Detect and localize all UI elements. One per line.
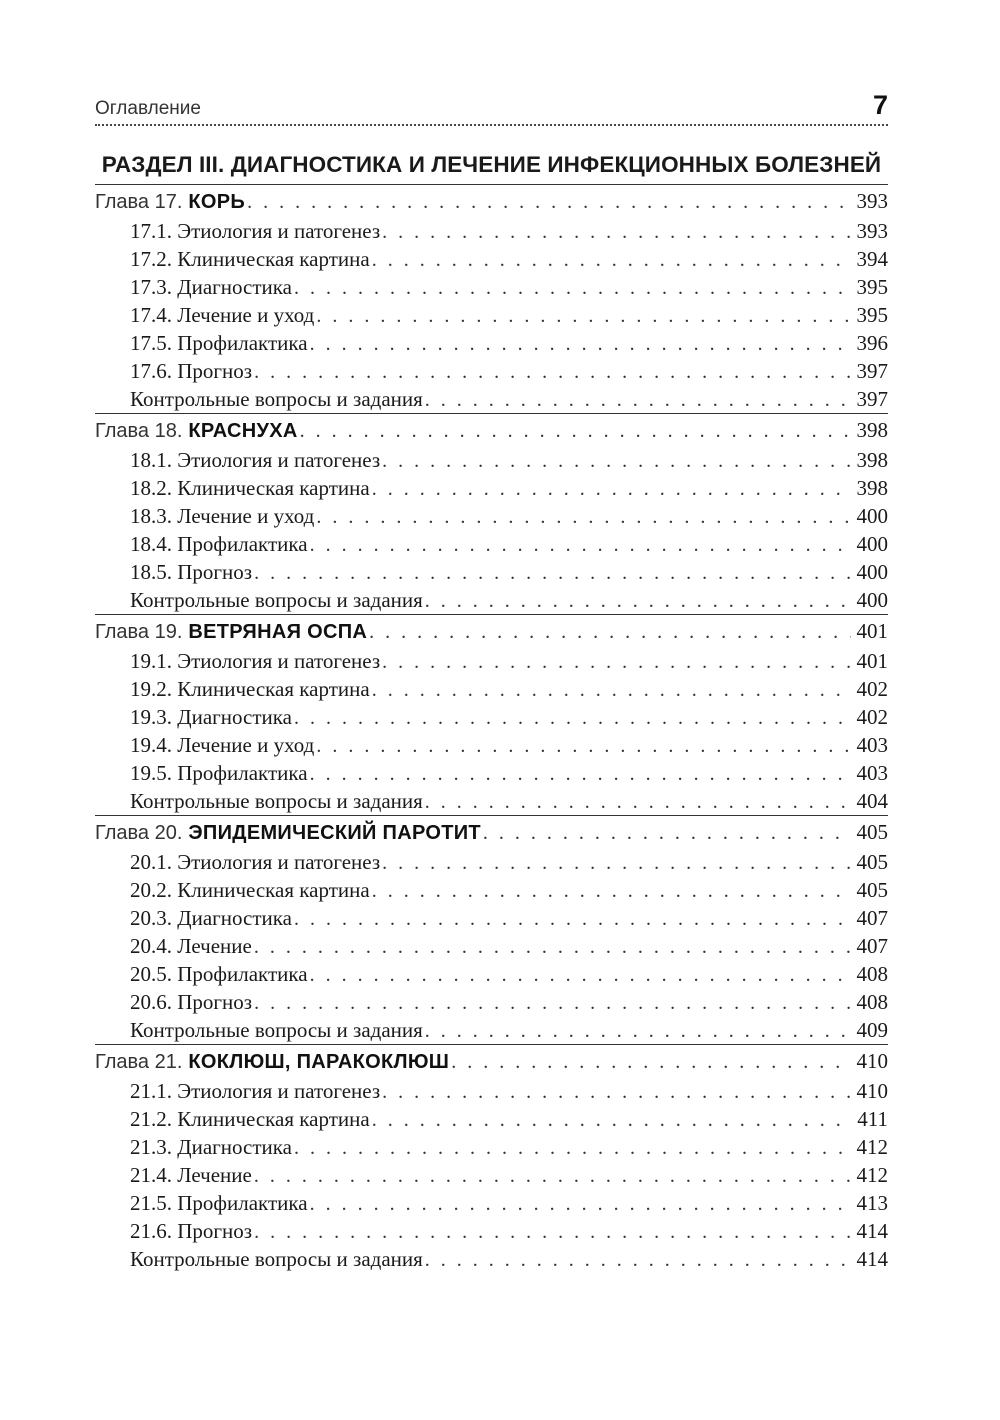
- chapter-title: КОКЛЮШ, ПАРАКОКЛЮШ: [188, 1051, 450, 1073]
- chapter-entry[interactable]: [95, 615, 888, 647]
- section-page-number: 395: [856, 275, 888, 299]
- chapter-title: ЭПИДЕМИЧЕСКИЙ ПАРОТИТ: [188, 822, 481, 844]
- section-entry[interactable]: [95, 703, 888, 731]
- section-title-text: Контрольные вопросы и задания: [130, 1247, 423, 1271]
- section-title-text: 21.5. Профилактика: [130, 1191, 308, 1215]
- section-title-text: 21.3. Диагностика: [130, 1135, 292, 1159]
- section-entry[interactable]: [95, 848, 888, 876]
- section-entry[interactable]: [95, 932, 888, 960]
- section-title-text: 21.2. Клиническая картина: [130, 1107, 370, 1131]
- section-entry[interactable]: [95, 474, 888, 502]
- section-page-number: 397: [856, 359, 888, 383]
- chapter-block: [95, 815, 888, 1044]
- section-title-text: 17.1. Этиология и патогенез: [130, 219, 381, 243]
- section-entry[interactable]: [95, 1161, 888, 1189]
- section-entry[interactable]: [95, 1016, 888, 1044]
- section-entry[interactable]: [95, 217, 888, 245]
- section-title-text: 18.5. Прогноз: [130, 560, 253, 584]
- section-title-text: 21.6. Прогноз: [130, 1219, 253, 1243]
- section-page-number: 400: [856, 504, 888, 528]
- chapter-label: Глава 19.: [95, 621, 183, 643]
- dot-leader: [372, 1106, 852, 1134]
- dot-leader: [425, 1017, 851, 1045]
- dot-leader: [425, 587, 851, 615]
- section-title-text: 17.6. Прогноз: [130, 359, 253, 383]
- chapter-page-number: 410: [856, 1049, 888, 1073]
- section-title-text: 19.2. Клиническая картина: [130, 677, 370, 701]
- dot-leader: [294, 905, 851, 933]
- section-page-number: 408: [856, 962, 888, 986]
- dot-leader: [425, 1246, 851, 1274]
- section-page-number: 403: [856, 761, 888, 785]
- section-title-text: 17.5. Профилактика: [130, 331, 308, 355]
- section-title-text: 21.1. Этиология и патогенез: [130, 1079, 381, 1103]
- section-entry[interactable]: [95, 759, 888, 787]
- dot-leader: [382, 447, 850, 475]
- section-page-number: 397: [856, 387, 888, 411]
- running-head: [95, 88, 888, 128]
- section-title-text: 17.2. Клиническая картина: [130, 247, 370, 271]
- chapter-label: Глава 17.: [95, 191, 183, 213]
- dot-leader: [310, 531, 851, 559]
- section-entry[interactable]: [95, 731, 888, 759]
- section-page-number: 405: [856, 850, 888, 874]
- chapter-label: Глава 21.: [95, 1051, 183, 1073]
- section-entry[interactable]: [95, 988, 888, 1016]
- section-entry[interactable]: [95, 675, 888, 703]
- section-title-text: 20.3. Диагностика: [130, 906, 292, 930]
- section-title-text: 20.4. Лечение: [130, 934, 252, 958]
- section-title-text: 19.1. Этиология и патогенез: [130, 649, 381, 673]
- section-entry[interactable]: [95, 273, 888, 301]
- dot-leader: [254, 933, 851, 961]
- section-title-text: 19.4. Лечение и уход: [130, 733, 315, 757]
- dot-leader: [294, 1134, 851, 1162]
- section-page-number: 414: [856, 1219, 888, 1243]
- section-entry[interactable]: [95, 1133, 888, 1161]
- section-entry[interactable]: [95, 446, 888, 474]
- chapter-label: Глава 18.: [95, 420, 183, 442]
- chapter-title: КОРЬ: [188, 191, 246, 213]
- section-page-number: 395: [856, 303, 888, 327]
- section-entry[interactable]: [95, 329, 888, 357]
- section-page-number: 405: [856, 878, 888, 902]
- section-page-number: 400: [856, 560, 888, 584]
- section-page-number: 410: [856, 1079, 888, 1103]
- section-entry[interactable]: [95, 876, 888, 904]
- section-entry[interactable]: [95, 1217, 888, 1245]
- section-entry[interactable]: [95, 357, 888, 385]
- chapter-entry[interactable]: [95, 1045, 888, 1077]
- section-title-text: Контрольные вопросы и задания: [130, 1018, 423, 1042]
- section-page-number: 398: [856, 448, 888, 472]
- dot-leader: [372, 877, 851, 905]
- chapter-page-number: 398: [856, 418, 888, 442]
- table-of-contents: [95, 184, 888, 1273]
- section-entry[interactable]: [95, 1245, 888, 1273]
- chapter-entry[interactable]: [95, 816, 888, 848]
- dot-leader: [316, 503, 850, 531]
- chapter-block: [95, 413, 888, 614]
- section-page-number: 407: [856, 906, 888, 930]
- section-page-number: 403: [856, 733, 888, 757]
- chapter-entry[interactable]: [95, 414, 888, 446]
- section-page-number: 393: [856, 219, 888, 243]
- section-entry[interactable]: [95, 530, 888, 558]
- section-entry[interactable]: [95, 1189, 888, 1217]
- chapter-title: КРАСНУХА: [188, 420, 298, 442]
- section-title-text: 18.1. Этиология и патогенез: [130, 448, 381, 472]
- page-number: 7: [872, 90, 888, 120]
- section-title-text: 20.5. Профилактика: [130, 962, 308, 986]
- chapter-page-number: 405: [856, 820, 888, 844]
- section-entry[interactable]: [95, 960, 888, 988]
- dot-leader: [372, 475, 851, 503]
- dot-leader: [372, 676, 851, 704]
- chapter-page-number: 393: [856, 189, 888, 213]
- section-title-text: 18.4. Профилактика: [130, 532, 308, 556]
- toc-page: [95, 88, 888, 1273]
- dot-leader: [425, 788, 851, 816]
- chapter-label: Глава 20.: [95, 822, 183, 844]
- dot-leader: [310, 1190, 851, 1218]
- dot-leader: [310, 330, 851, 358]
- section-title: РАЗДЕЛ III. ДИАГНОСТИКА И ЛЕЧЕНИЕ ИНФЕКЦИОННЫХ БОЛЕЗНЕЙ: [101, 152, 882, 177]
- section-page-number: 396: [856, 331, 888, 355]
- section-title-text: Контрольные вопросы и задания: [130, 789, 423, 813]
- section-title-text: Контрольные вопросы и задания: [130, 387, 423, 411]
- section-title-text: 17.3. Диагностика: [130, 275, 292, 299]
- section-page-number: 411: [857, 1107, 888, 1131]
- running-head-divider: [95, 124, 888, 126]
- dot-leader: [254, 358, 850, 386]
- dot-leader: [310, 760, 851, 788]
- section-title-text: 19.5. Профилактика: [130, 761, 308, 785]
- section-page-number: 408: [856, 990, 888, 1014]
- dot-leader: [294, 274, 851, 302]
- section-entry[interactable]: [95, 385, 888, 413]
- dot-leader: [254, 559, 850, 587]
- section-page-number: 412: [856, 1163, 888, 1187]
- chapter-title: ВЕТРЯНАЯ ОСПА: [188, 621, 368, 643]
- section-title-text: 19.3. Диагностика: [130, 705, 292, 729]
- dot-leader: [254, 1162, 851, 1190]
- section-entry[interactable]: [95, 647, 888, 675]
- section-page-number: 400: [856, 588, 888, 612]
- section-page-number: 407: [856, 934, 888, 958]
- section-page-number: 400: [856, 532, 888, 556]
- section-entry[interactable]: [95, 502, 888, 530]
- section-page-number: 413: [856, 1191, 888, 1215]
- section-page-number: 414: [856, 1247, 888, 1271]
- section-entry[interactable]: [95, 787, 888, 815]
- dot-leader: [382, 1078, 850, 1106]
- dot-leader: [300, 415, 851, 447]
- section-title-text: 17.4. Лечение и уход: [130, 303, 315, 327]
- section-page-number: 401: [856, 649, 888, 673]
- section-page-number: 398: [856, 476, 888, 500]
- section-page-number: 412: [856, 1135, 888, 1159]
- dot-leader: [369, 616, 850, 648]
- chapter-block: [95, 184, 888, 413]
- section-title-text: 18.3. Лечение и уход: [130, 504, 315, 528]
- section-title-text: 21.4. Лечение: [130, 1163, 252, 1187]
- running-head-title: Оглавление: [95, 98, 201, 119]
- dot-leader: [451, 1046, 850, 1078]
- dot-leader: [382, 218, 850, 246]
- section-title-text: Контрольные вопросы и задания: [130, 588, 423, 612]
- dot-leader: [247, 186, 850, 218]
- section-entry[interactable]: [95, 558, 888, 586]
- dot-leader: [294, 704, 851, 732]
- section-entry[interactable]: [95, 1077, 888, 1105]
- section-page-number: 394: [856, 247, 888, 271]
- dot-leader: [425, 386, 851, 414]
- chapter-entry[interactable]: [95, 185, 888, 217]
- section-title-text: 20.1. Этиология и патогенез: [130, 850, 381, 874]
- dot-leader: [254, 989, 850, 1017]
- section-entry[interactable]: [95, 904, 888, 932]
- dot-leader: [382, 849, 850, 877]
- dot-leader: [382, 648, 850, 676]
- chapter-page-number: 401: [856, 619, 888, 643]
- dot-leader: [254, 1218, 850, 1246]
- dot-leader: [316, 732, 850, 760]
- section-entry[interactable]: [95, 245, 888, 273]
- section-title-text: 20.2. Клиническая картина: [130, 878, 370, 902]
- dot-leader: [310, 961, 851, 989]
- section-page-number: 404: [856, 789, 888, 813]
- chapter-block: [95, 614, 888, 815]
- section-page-number: 402: [856, 705, 888, 729]
- section-entry[interactable]: [95, 586, 888, 614]
- section-page-number: 409: [856, 1018, 888, 1042]
- section-page-number: 402: [856, 677, 888, 701]
- section-title-text: 18.2. Клиническая картина: [130, 476, 370, 500]
- chapter-block: [95, 1044, 888, 1273]
- section-entry[interactable]: [95, 1105, 888, 1133]
- dot-leader: [372, 246, 851, 274]
- section-entry[interactable]: [95, 301, 888, 329]
- dot-leader: [483, 817, 851, 849]
- dot-leader: [316, 302, 850, 330]
- section-title-text: 20.6. Прогноз: [130, 990, 253, 1014]
